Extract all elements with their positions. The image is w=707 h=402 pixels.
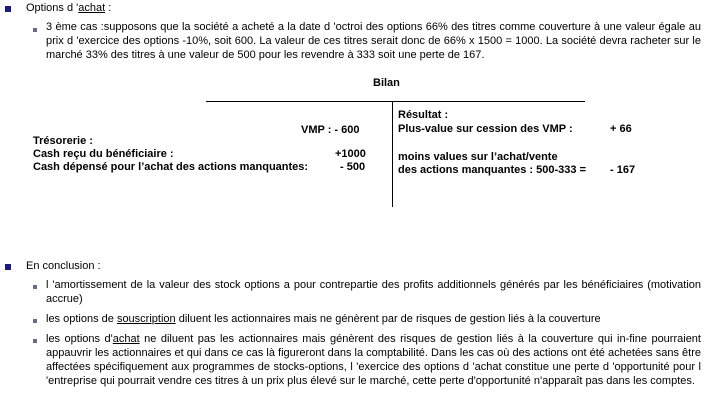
item3-suffix: ne diluent pas les actionnaires mais génèrent des risques de gestion liés à la couverture qui in-fine pourraient appauvrir les actionnaires et qui dans ce cas là figureront dans la comptabilité. Dans les cas où des actions ont été achetées sans être affectées spécifiquement aux programmes de stocks-options, l 'exercice des options d 'achat constitue une perte d 'opportunité pour l 'entreprise qui pourrait vendre ces titres à un prix plus élevé sur le marché, cette perte d'opportunité n'apparaît pas dans les comptes. bbox=[46, 333, 701, 387]
plus-value-value: + 66 bbox=[610, 123, 632, 135]
cash-depense-value: - 500 bbox=[340, 161, 366, 173]
sub-bullet-icon bbox=[33, 319, 37, 323]
moins-values-label-1: moins values sur l’achat/vente bbox=[398, 151, 558, 163]
bilan-top-rule bbox=[206, 101, 585, 102]
achat-link[interactable]: achat bbox=[78, 2, 106, 14]
section1-paragraph: 3 ème cas :supposons que la société a acheté a la date d 'octroi des options 66% des titres comme couverture à une valeur égale au prix d 'exercice des options -10%, soit 600. La valeur de ces titres serait donc de 66% x 1500 = 1000. La société devra racheter sur le marché 33% des titres à une valeur de 500 pour les revendre à 333 soit une perte de 167. bbox=[46, 21, 701, 61]
achat-link-2[interactable]: achat bbox=[112, 333, 140, 345]
section-bullet-icon bbox=[5, 264, 11, 270]
souscription-link[interactable]: souscription bbox=[116, 313, 176, 325]
conclusion-item-1: l 'amortissement de la valeur des stock options a pour contrepartie des profits additionnels générés par les bénéficiaires (motivation accrue) bbox=[46, 279, 701, 305]
vmp-label: VMP : - 600 bbox=[301, 124, 360, 136]
sub-bullet-icon bbox=[33, 285, 37, 289]
section1-title bbox=[26, 2, 111, 14]
section1-title-prefix: Options d ' bbox=[26, 2, 79, 14]
sub-bullet-icon bbox=[33, 28, 37, 32]
tresorerie-label: Trésorerie : bbox=[33, 135, 93, 147]
cash-depense-label: Cash dépensé pour l’achat des actions manquantes: bbox=[33, 161, 309, 173]
moins-values-value: - 167 bbox=[610, 164, 636, 176]
item2-prefix: les options de bbox=[46, 313, 117, 325]
section2-title: En conclusion : bbox=[26, 260, 101, 272]
cash-recu-value: +1000 bbox=[335, 148, 366, 160]
item3-prefix: les options d' bbox=[46, 333, 113, 345]
conclusion-item-2 bbox=[46, 312, 701, 326]
section-bullet-icon bbox=[5, 6, 11, 12]
sub-bullet-icon bbox=[33, 339, 37, 343]
resultat-label: Résultat : bbox=[398, 109, 449, 121]
cash-recu-label: Cash reçu du bénéficiaire : bbox=[33, 148, 174, 160]
bilan-title: Bilan bbox=[373, 77, 400, 89]
section1-title-suffix: : bbox=[105, 2, 112, 14]
conclusion-item-3 bbox=[46, 332, 701, 388]
item2-suffix: diluent les actionnaires mais ne génèrent par de risques de gestion liés à la couverture bbox=[175, 313, 601, 325]
moins-values-label-2: des actions manquantes : 500-333 = bbox=[398, 164, 586, 176]
plus-value-label: Plus-value sur cession des VMP : bbox=[398, 123, 573, 135]
bilan-center-rule bbox=[392, 101, 393, 207]
